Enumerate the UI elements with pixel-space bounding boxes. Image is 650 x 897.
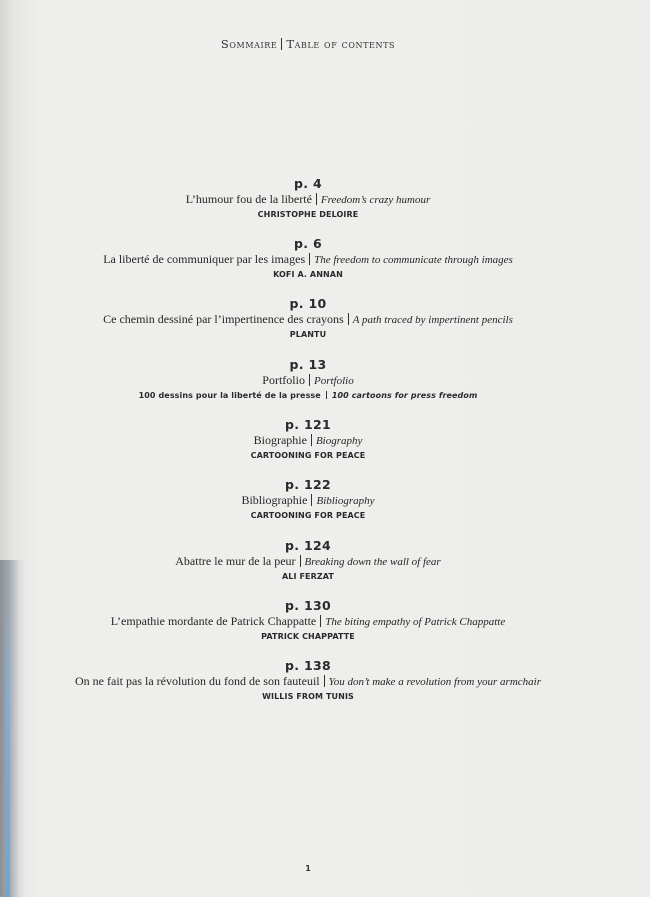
toc-entry [0,598,616,643]
toc-subtitle-fr: 100 dessins pour la liberté de la presse [138,391,321,400]
toc-entry [0,538,616,583]
toc-title-en: The biting empathy of Patrick Chappatte [325,616,506,628]
toc-title-fr: Abattre le mur de la peur [175,554,296,568]
title-separator [309,374,310,386]
toc-subtitle-en: 100 cartoons for press freedom [331,391,478,400]
toc-author: KOFI A. ANNAN [273,270,343,279]
toc-title-en: A path traced by impertinent pencils [352,314,513,326]
toc-title [0,554,616,570]
title-separator [311,434,312,446]
toc-title [0,252,616,268]
toc-title [0,312,616,328]
header-title-en: Table of contents [286,37,396,51]
header-title-fr: Sommaire [220,37,278,51]
toc-entry [0,417,616,462]
toc-title-en: Bibliography [316,495,375,507]
toc-title-fr: L’humour fou de la liberté [185,192,312,206]
subtitle-separator [326,391,327,399]
header-separator [281,38,282,50]
toc-title [0,373,616,389]
toc-page-number: p. 6 [294,236,322,251]
toc-entry [0,296,616,341]
toc-author: PATRICK CHAPPATTE [261,632,355,641]
toc-title-en: Portfolio [313,375,354,387]
toc-author: CHRISTOPHE DELOIRE [257,210,359,219]
toc-author: PLANTU [289,330,327,339]
toc-entry [0,658,616,703]
toc-page-number: p. 122 [285,477,331,492]
toc-title-fr: Ce chemin dessiné par l’impertinence des crayons [103,312,344,326]
toc-title-fr: Bibliographie [241,493,308,507]
toc-entry [0,477,616,522]
toc-title-en: Breaking down the wall of fear [304,556,441,568]
title-separator [320,615,321,627]
title-separator [316,193,317,205]
toc-entry [0,357,616,402]
toc-title-fr: L’empathie mordante de Patrick Chappatte [110,614,317,628]
toc-title-fr: Portfolio [262,373,305,387]
toc-entry [0,236,616,281]
toc-page-number: p. 13 [289,357,327,372]
toc-page-number: p. 130 [285,598,331,613]
toc-title-fr: On ne fait pas la révolution du fond de son fauteuil [75,674,320,688]
page-edge-tint [6,600,10,897]
toc-subtitle [0,389,616,402]
toc-page-number: p. 4 [294,176,322,191]
page-folio-number: 1 [305,864,311,873]
title-separator [311,494,312,506]
toc-page-number: p. 124 [285,538,331,553]
title-separator [300,555,301,567]
toc-author: CARTOONING FOR PEACE [250,511,366,520]
toc-author: WILLIS FROM TUNIS [262,692,354,701]
toc-title-en: Freedom’s crazy humour [320,194,431,206]
toc-title-en: The freedom to communicate through images [314,254,513,266]
toc-title [0,192,616,208]
toc-title [0,614,616,630]
toc-page-number: p. 121 [285,417,331,432]
toc-page-number: p. 138 [285,658,331,673]
toc-author: CARTOONING FOR PEACE [250,451,366,460]
toc-title-fr: Biographie [253,433,307,447]
toc-entry [0,176,616,221]
title-separator [348,313,349,325]
toc-title [0,493,616,509]
toc-author: ALI FERZAT [282,572,334,581]
title-separator [309,253,310,265]
toc-title [0,433,616,449]
title-separator [324,675,325,687]
toc-title [0,674,616,690]
toc-title-en: You don’t make a revolution from your armchair [328,676,541,688]
toc-page-number: p. 10 [289,296,327,311]
toc-title-en: Biography [315,435,363,447]
toc-title-fr: La liberté de communiquer par les images [103,252,306,266]
page-header [0,37,616,51]
